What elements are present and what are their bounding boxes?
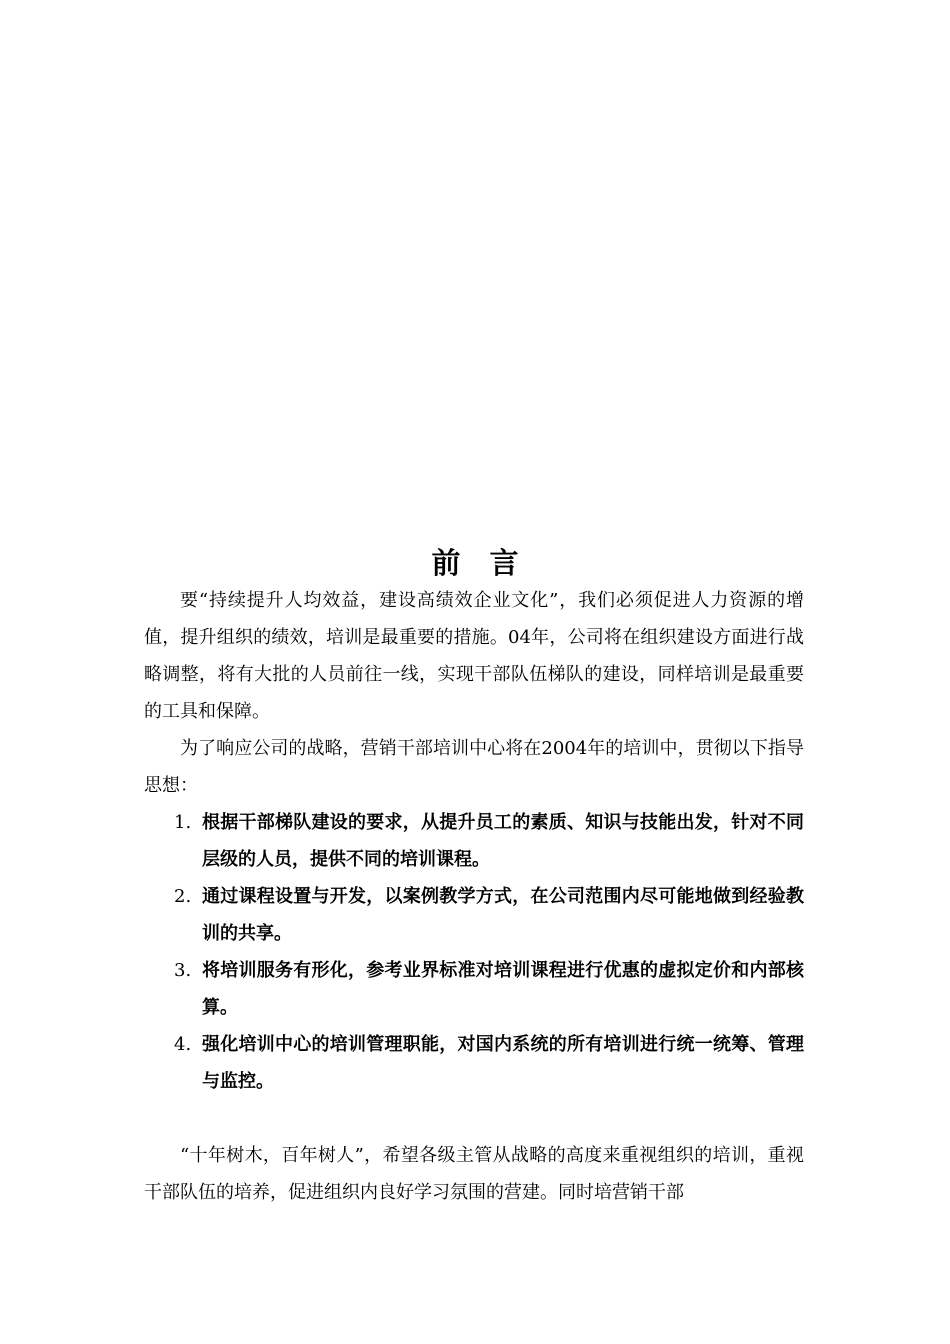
list-item-text: 强化培训中心的培训管理职能，对国内系统的所有培训进行统一统筹、管理与监控。 bbox=[202, 1034, 804, 1092]
paragraph-intro: 要“持续提升人均效益，建设高绩效企业文化”，我们必须促进人力资源的增值，提升组织的绩效，培训是最重要的措施。04年，公司将在组织建设方面进行战略调整，将有大批的人员前往一线，实现干部队伍梯队的建设，同样培训是最重要的工具和保障。 bbox=[144, 590, 804, 722]
list-item-number: 4. bbox=[174, 1034, 192, 1055]
list-item-text: 根据干部梯队建设的要求，从提升员工的素质、知识与技能出发，针对不同层级的人员，提供不同的培训课程。 bbox=[202, 812, 804, 870]
list-item bbox=[144, 878, 804, 952]
list-item bbox=[144, 952, 804, 1026]
paragraph-strategy: 为了响应公司的战略，营销干部培训中心将在2004年的培训中，贯彻以下指导思想： bbox=[144, 738, 804, 796]
list-item-number: 3. bbox=[174, 960, 192, 981]
paragraph-closing: “十年树木，百年树人”，希望各级主管从战略的高度来重视组织的培训，重视干部队伍的培养，促进组织内良好学习氛围的营建。同时培营销干部 bbox=[144, 1145, 804, 1203]
list-item-number: 2. bbox=[174, 886, 192, 907]
list-item-text: 将培训服务有形化，参考业界标准对培训课程进行优惠的虚拟定价和内部核算。 bbox=[202, 960, 804, 1018]
list-item bbox=[144, 804, 804, 878]
document-body bbox=[144, 582, 804, 1211]
blank-line bbox=[144, 1100, 804, 1137]
list-item bbox=[144, 1026, 804, 1100]
list-item-number: 1. bbox=[174, 812, 192, 833]
list-item-text: 通过课程设置与开发，以案例教学方式，在公司范围内尽可能地做到经验教训的共享。 bbox=[202, 886, 804, 944]
guideline-list bbox=[144, 804, 804, 1100]
page-title: 前 言 bbox=[431, 546, 519, 580]
